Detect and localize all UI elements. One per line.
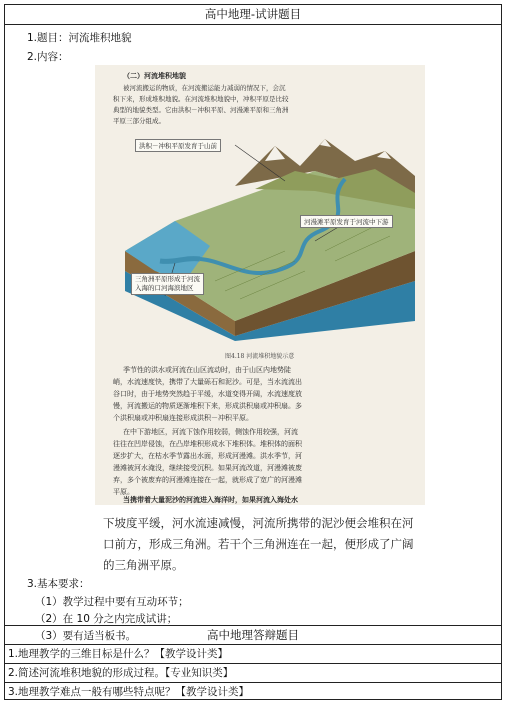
para1-line-3: 谷口时，由于地势突然趋于平缓，水道变得开阔，水流速度放 [113,390,302,398]
book-intro-4: 平原三部分组成。 [113,117,165,125]
requirement-1: （1）教学过程中要有互动环节； [35,596,189,608]
para3-line-1: 当携带着大量泥沙的河流进入海洋时，如果河流入海处水 [123,495,298,504]
section2-header: 高中地理答辩题目 [5,626,501,645]
book-intro-2: 积下来，形成堆积地貌。在河流堆积地貌中，冲积平原是比较 [113,95,289,103]
book-intro-3: 典型的地貌类型。它由洪积－冲积平原、河漫滩平原和三角洲 [113,106,289,114]
continuation-line-3: 的三角洲平原。 [103,558,184,572]
section1-header: 高中地理-试讲题目 [5,5,501,25]
continuation-line-2: 口前方，形成三角洲。若干个三角洲连在一起，便形成了广阔 [103,537,414,551]
requirement-3: （3）要有适当板书。 [35,630,137,642]
para1-line-4: 慢，河流搬运的物质逐渐堆积下来，形成洪积扇或冲积扇。多 [113,402,302,410]
para2-line-4: 漫滩被河水淹没，继续接受沉积。如果河流改道，河漫滩被废 [113,464,302,472]
content-label: 2.内容： [27,51,69,63]
para1-line-5: 个洪积扇或冲积扇连接形成洪积－冲积平原。 [113,414,253,422]
topic-label: 1.题目：河流堆积地貌 [27,32,132,44]
figure-caption: 图4.18 河流堆积地貌示意 [225,353,295,360]
label-delta-line-2: 入海的口河海滨地区 [135,284,194,292]
question-1: 1.地理教学的三维目标是什么？【教学设计类】 [5,645,501,664]
question-3: 3.地理教学难点一般有哪些特点呢？【教学设计类】 [8,686,250,698]
para1-line-2: 峭，水流速度快，携带了大量砾石和泥沙。可是，当水流流出 [113,378,302,386]
label-delta-plain [131,273,204,295]
para2-line-1: 在中下游地区，河流下蚀作用较弱，侧蚀作用较强，河流 [123,428,298,436]
continuation-line-1: 下坡度平缓，河水流速减慢，河流所携带的泥沙便会堆积在河 [103,516,414,530]
book-continuation [103,513,414,576]
para2-line-5: 弃，多个被废弃的河漫滩连接在一起，就形成了宽广的河漫滩 [113,476,302,484]
requirement-2: （2）在 10 分之内完成试讲； [35,613,178,625]
label-floodplain: 河漫滩平原发育于河流中下游 [300,215,393,228]
book-heading: （二）河流堆积地貌 [123,71,186,80]
book-intro-1: 被河流搬运的物质，在河流搬运能力减弱的情况下，会沉 [123,84,286,92]
textbook-scan [95,65,425,505]
label-alluvial-fan-plain: 洪积－冲积平原发育于山前 [135,139,221,152]
question-list [5,645,501,701]
para1-line-1: 季节性的洪水或河流在山区流动时，由于山区内地势陡 [123,366,291,374]
river-landform-diagram [115,131,415,341]
para2-line-2: 往往在凹岸侵蚀，在凸岸堆积形成水下堆积体。堆积体的面积 [113,440,302,448]
label-delta-line-1: 三角洲平原形成于河流 [135,275,200,283]
requirements-label: 3.基本要求： [27,578,90,590]
question-2: 2.简述河流堆积地貌的形成过程。【专业知识类】 [5,664,501,683]
para2-line-6: 平原。 [113,488,134,496]
exam-sheet [4,4,502,700]
para2-line-3: 逐步扩大，在枯水季节露出水面，形成河漫滩。洪水季节，河 [113,452,302,460]
